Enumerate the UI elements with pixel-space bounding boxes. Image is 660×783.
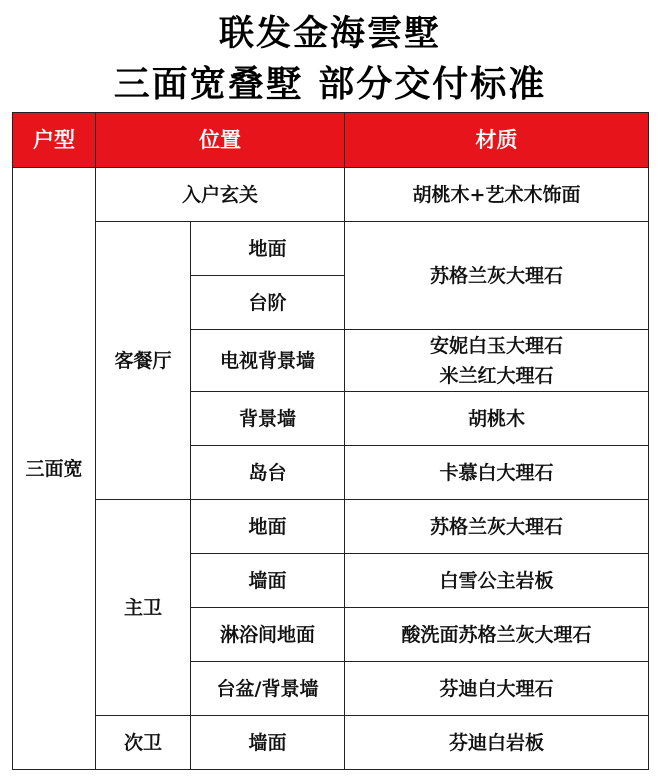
material-cell: 胡桃木 — [345, 392, 649, 446]
location-cell: 地面 — [191, 500, 345, 554]
table-row — [13, 168, 649, 222]
material-cell: 苏格兰灰大理石 — [345, 500, 649, 554]
material-line: 米兰红大理石 — [439, 364, 554, 387]
material-cell: 酸洗面苏格兰灰大理石 — [345, 608, 649, 662]
table-row — [13, 222, 649, 276]
location-cell: 台阶 — [191, 276, 345, 330]
header-location: 位置 — [96, 113, 345, 168]
title-block — [0, 0, 660, 110]
location-cell: 入户玄关 — [96, 168, 345, 222]
material-cell: 芬迪白大理石 — [345, 662, 649, 716]
page-title: 联发金海雲墅 — [218, 13, 441, 54]
area-group-cell: 次卫 — [96, 716, 191, 770]
area-group-cell: 主卫 — [96, 500, 191, 716]
location-cell: 墙面 — [191, 716, 345, 770]
material-cell: 苏格兰灰大理石 — [345, 222, 649, 330]
location-cell: 电视背景墙 — [191, 330, 345, 392]
material-cell: 白雪公主岩板 — [345, 554, 649, 608]
location-cell: 地面 — [191, 222, 345, 276]
table-row — [13, 716, 649, 770]
location-cell: 淋浴间地面 — [191, 608, 345, 662]
delivery-standard-table — [12, 112, 649, 770]
table-row — [13, 500, 649, 554]
area-group-cell: 客餐厅 — [96, 222, 191, 500]
material-cell — [345, 330, 649, 392]
header-unit-type: 户型 — [13, 113, 96, 168]
location-cell: 背景墙 — [191, 392, 345, 446]
location-cell: 岛台 — [191, 446, 345, 500]
material-cell: 卡慕白大理石 — [345, 446, 649, 500]
location-cell: 墙面 — [191, 554, 345, 608]
unit-type-cell: 三面宽 — [13, 168, 96, 770]
material-cell: 胡桃木+艺术木饰面 — [345, 168, 649, 222]
location-cell: 台盆/背景墙 — [191, 662, 345, 716]
material-cell: 芬迪白岩板 — [345, 716, 649, 770]
table-header-row — [13, 113, 649, 168]
header-material: 材质 — [345, 113, 649, 168]
page-subtitle: 三面宽叠墅 部分交付标准 — [113, 63, 547, 105]
material-line: 安妮白玉大理石 — [429, 334, 563, 357]
